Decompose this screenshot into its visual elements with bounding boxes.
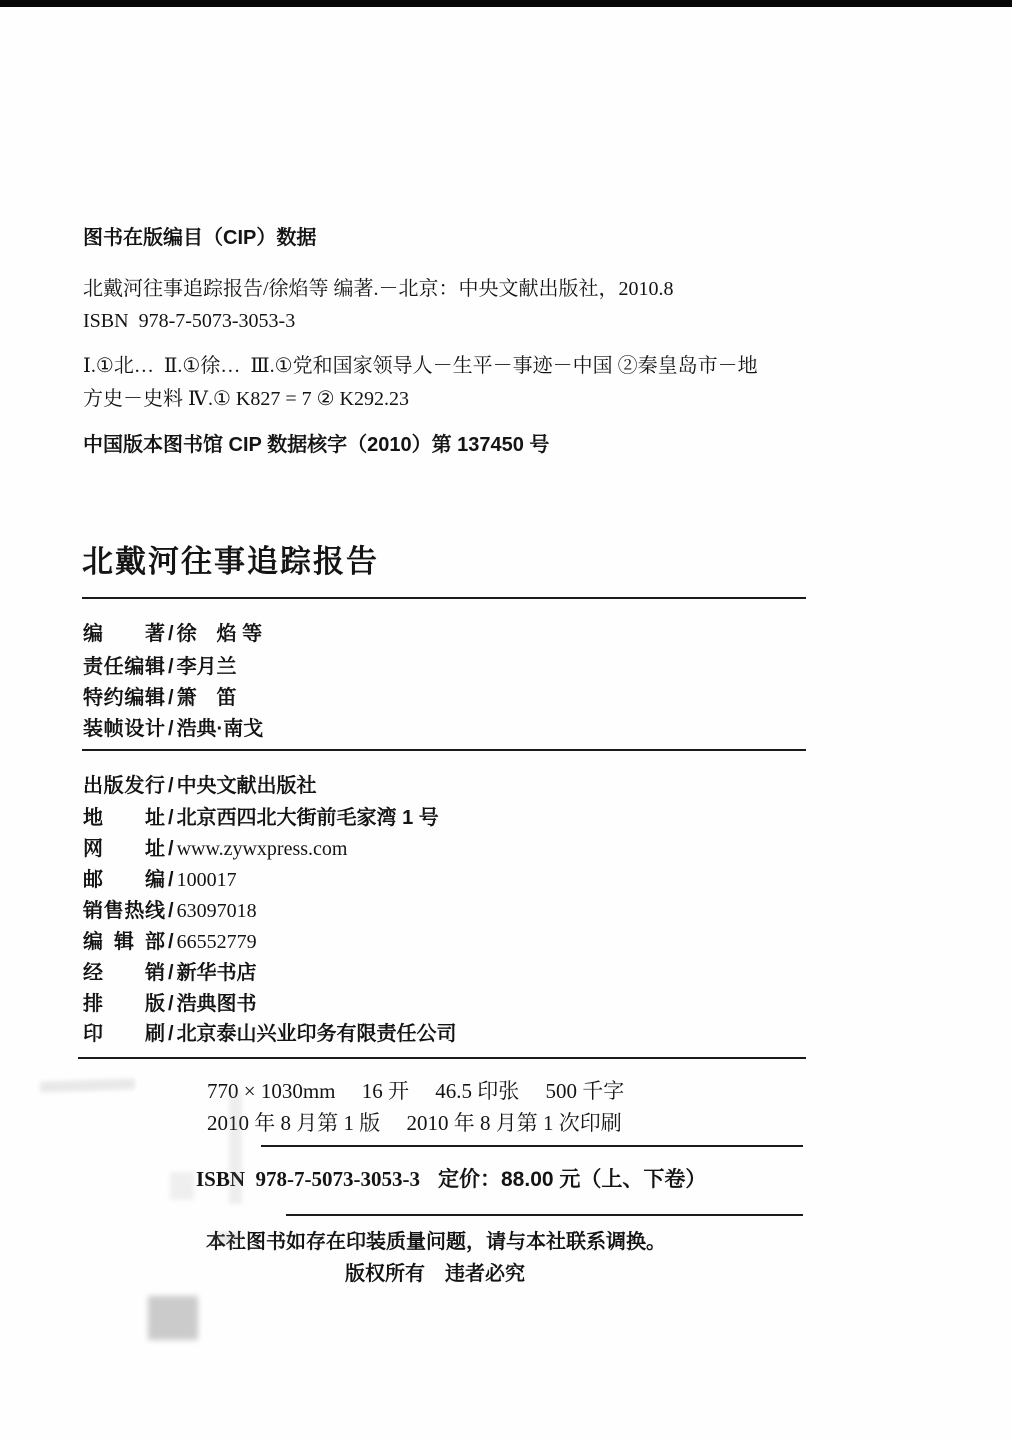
publisher-label: 排版 [83, 993, 165, 1015]
publisher-label: 出版发行 [83, 775, 165, 797]
publisher-row-排版 [83, 987, 257, 1016]
publisher-value: 100017 [176, 869, 237, 891]
credit-row-装帧设计 [83, 712, 263, 741]
slash-separator: / [168, 993, 174, 1015]
cip-entry-line2: ISBN 978-7-5073-3053-3 [83, 310, 296, 332]
slash-separator: / [168, 838, 174, 860]
credit-value: 李月兰 [176, 656, 237, 678]
publisher-value: 新华书店 [176, 962, 257, 984]
cip-entry-line1: 北戴河往事追踪报告/徐焰等 编著.－北京：中央文献出版社，2010.8 [83, 278, 674, 300]
credit-label: 编著 [83, 623, 165, 645]
divider-rule [82, 597, 806, 599]
publisher-row-邮编 [83, 863, 237, 892]
publisher-label: 网址 [83, 838, 165, 860]
divider-rule [261, 1145, 803, 1147]
slash-separator: / [168, 931, 174, 953]
book-title: 北戴河往事追踪报告 [82, 544, 379, 579]
publisher-label: 邮编 [83, 869, 165, 891]
credit-label: 责任编辑 [83, 656, 165, 678]
slash-separator: / [168, 718, 174, 740]
credit-row-editor [83, 617, 262, 646]
publisher-label: 经销 [83, 962, 165, 984]
publisher-row-销售热线 [83, 894, 257, 923]
slash-separator: / [168, 807, 174, 829]
slash-separator: / [168, 656, 174, 678]
publisher-row-印刷 [83, 1017, 457, 1046]
publisher-row-编辑部 [83, 925, 257, 954]
scan-smudge [170, 1172, 194, 1200]
format-line: 770 × 1030mm 16 开 46.5 印张 500 千字 [207, 1079, 625, 1103]
publisher-row-出版发行 [83, 769, 317, 798]
publisher-value: www.zywxpress.com [176, 838, 348, 860]
credit-value: 浩典·南戈 [176, 718, 264, 740]
slash-separator: / [168, 687, 174, 709]
credit-row-特约编辑 [83, 681, 237, 710]
divider-rule [78, 1057, 806, 1059]
slash-separator: / [168, 1023, 174, 1045]
credit-value: 徐 焰 等 [176, 623, 263, 645]
publisher-label: 印刷 [83, 1023, 165, 1045]
publisher-value: 中央文献出版社 [176, 775, 317, 797]
slash-separator: / [168, 900, 174, 922]
credit-label: 特约编辑 [83, 687, 165, 709]
cip-heading: 图书在版编目（CIP）数据 [83, 227, 317, 249]
slash-separator: / [168, 623, 174, 645]
publisher-row-地址 [83, 801, 439, 830]
credit-row-责任编辑 [83, 650, 237, 679]
credit-label: 装帧设计 [83, 718, 165, 740]
quality-notice: 本社图书如存在印装质量问题，请与本社联系调换。 [206, 1231, 666, 1253]
slash-separator: / [168, 775, 174, 797]
publisher-row-经销 [83, 956, 257, 985]
divider-rule [286, 1214, 803, 1216]
edition-line: 2010 年 8 月第 1 版 2010 年 8 月第 1 次印刷 [207, 1111, 622, 1135]
publisher-value: 北京西四北大街前毛家湾 1 号 [176, 807, 439, 829]
isbn-number: ISBN 978-7-5073-3053-3 [196, 1167, 420, 1191]
divider-rule [82, 749, 806, 751]
scan-smudge [40, 1078, 135, 1092]
credit-value: 箫 笛 [176, 687, 237, 709]
publisher-row-网址 [83, 832, 347, 861]
publisher-value: 63097018 [176, 900, 257, 922]
publisher-value: 浩典图书 [176, 993, 257, 1015]
scan-smudge [148, 1296, 198, 1340]
price: 定价：88.00 元（上、下卷） [438, 1168, 707, 1191]
scan-edge-bar [0, 0, 1012, 7]
slash-separator: / [168, 869, 174, 891]
isbn-price-line [196, 1167, 706, 1192]
slash-separator: / [168, 962, 174, 984]
copyright-notice: 版权所有 违者必究 [345, 1263, 525, 1285]
publisher-label: 编辑部 [83, 931, 165, 953]
cip-class-line1: Ⅰ.①北… Ⅱ.①徐… Ⅲ.①党和国家领导人－生平－事迹－中国 ②秦皇岛市－地 [83, 355, 758, 377]
publisher-value: 66552779 [176, 931, 257, 953]
publisher-value: 北京泰山兴业印务有限责任公司 [176, 1023, 457, 1045]
publisher-label: 销售热线 [83, 900, 165, 922]
publisher-label: 地址 [83, 807, 165, 829]
cip-registry: 中国版本图书馆 CIP 数据核字（2010）第 137450 号 [83, 434, 550, 456]
cip-class-line2: 方史－史料 Ⅳ.① K827 = 7 ② K292.23 [83, 388, 410, 410]
